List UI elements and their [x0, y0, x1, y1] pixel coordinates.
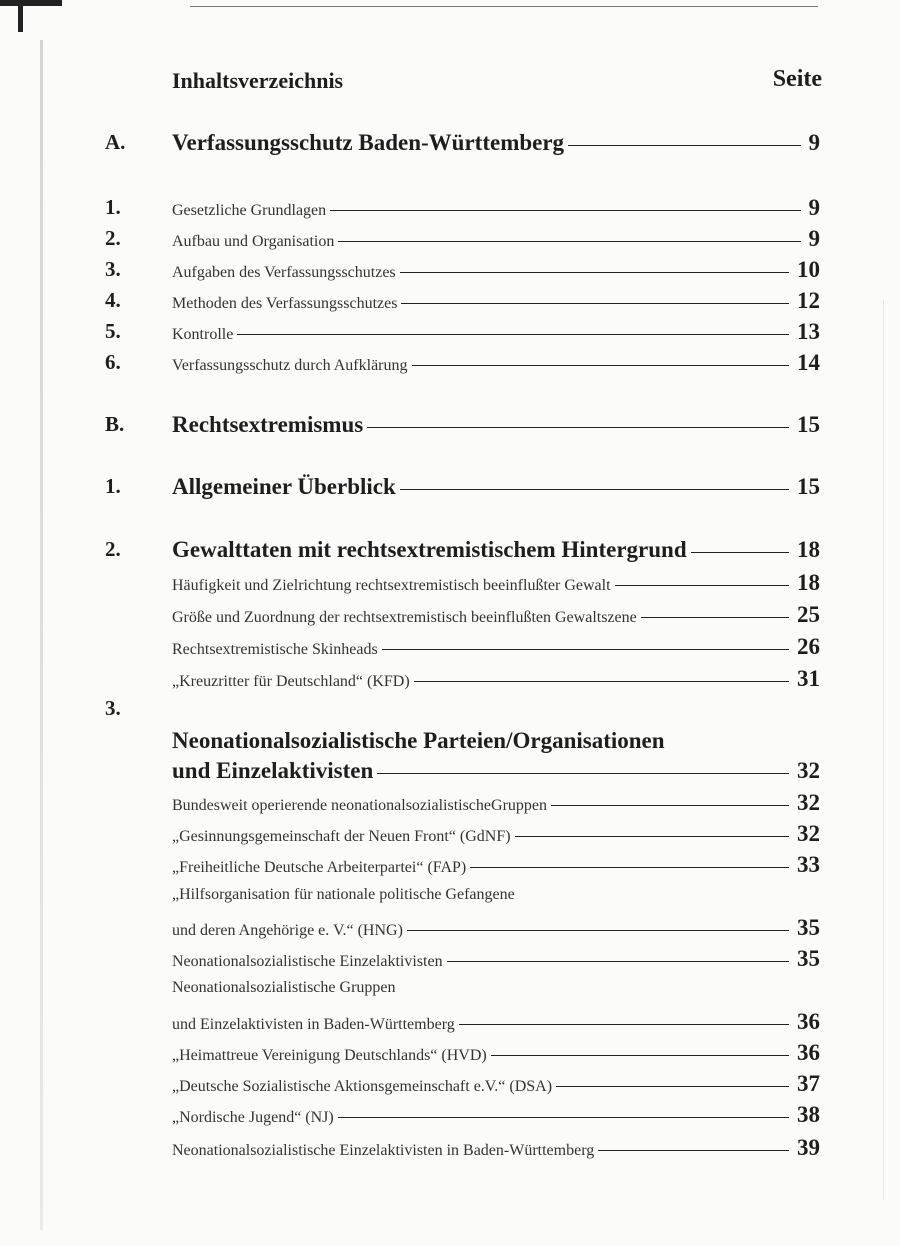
entry-page: 12 [797, 288, 820, 313]
leader-line [515, 836, 789, 837]
toc-entry[interactable] [172, 570, 820, 596]
entry-page: 35 [797, 915, 820, 940]
leader-line [459, 1024, 789, 1025]
toc-entry[interactable] [172, 1135, 820, 1161]
entry-title: und Einzelaktivisten [172, 758, 374, 783]
leader-line [367, 427, 789, 428]
entry-text: Verfassungsschutz durch Aufklärung [172, 357, 408, 374]
entry-text: Kontrolle [172, 326, 234, 343]
entry-text: Rechtsextremistische Skinheads [172, 641, 378, 658]
entry-text: Methoden des Verfassungsschutzes [172, 295, 398, 312]
toc-entry[interactable] [172, 790, 820, 816]
entry-text: Neonationalsozialistische Einzelaktivisten [172, 953, 443, 970]
leader-line [598, 1150, 789, 1151]
entry-text: und Einzelaktivisten in Baden-Württemberg [172, 1016, 455, 1033]
leader-line [551, 805, 789, 806]
entry-text: und deren Angehörige e. V.“ (HNG) [172, 922, 403, 939]
leader-line [641, 617, 789, 618]
toc-entry[interactable] [172, 758, 820, 784]
entry-page: 32 [797, 790, 820, 815]
scan-corner-mark [0, 0, 62, 36]
entry-page: 32 [797, 821, 820, 846]
toc-title: Inhaltsverzeichnis [172, 68, 344, 93]
section-number: 2. [105, 537, 121, 561]
toc-entry[interactable] [172, 474, 820, 500]
entry-text: „Kreuzritter für Deutschland“ (KFD) [172, 673, 410, 690]
entry-text-continued: Neonationalsozialistische Gruppen [172, 979, 396, 996]
entry-title: Gewalttaten mit rechtsextremistischem Hintergrund [172, 537, 687, 562]
toc-entry[interactable] [172, 288, 820, 314]
entry-title: Rechtsextremismus [172, 412, 364, 437]
leader-line [470, 867, 789, 868]
leader-line [407, 930, 789, 931]
toc-header [172, 66, 822, 100]
entry-text: Bundesweit operierende neonationalsozialistischeGruppen [172, 797, 547, 814]
entry-page: 32 [797, 758, 820, 783]
entry-text: „Nordische Jugend“ (NJ) [172, 1109, 334, 1126]
entry-text: Neonationalsozialistische Einzelaktivisten in Baden-Württemberg [172, 1142, 595, 1159]
toc-entry[interactable] [172, 319, 820, 345]
entry-text: „Freiheitliche Deutsche Arbeiterpartei“ (FAP) [172, 859, 467, 876]
leader-line [382, 649, 789, 650]
item-number: 2. [105, 226, 121, 250]
item-number: 4. [105, 288, 121, 312]
leader-line [377, 773, 789, 774]
section-number: A. [105, 130, 126, 154]
entry-page: 36 [797, 1040, 820, 1065]
scan-left-edge [40, 40, 43, 1230]
entry-text-continued: „Hilfsorganisation für nationale politische Gefangene [172, 886, 515, 903]
entry-text: Aufgaben des Verfassungsschutzes [172, 264, 396, 281]
entry-page: 38 [797, 1102, 820, 1127]
toc-entry[interactable] [172, 821, 820, 847]
entry-text: Gesetzliche Grundlagen [172, 202, 327, 219]
entry-text: „Deutsche Sozialistische Aktionsgemeinschaft e.V.“ (DSA) [172, 1078, 553, 1095]
leader-line [491, 1055, 789, 1056]
toc-entry[interactable] [172, 412, 820, 438]
toc-entry[interactable] [172, 1071, 820, 1097]
entry-text: „Gesinnungsgemeinschaft der Neuen Front“ (GdNF) [172, 828, 511, 845]
leader-line [330, 210, 800, 211]
toc-entry[interactable] [172, 1102, 820, 1128]
entry-page: 9 [808, 195, 820, 220]
leader-line [401, 303, 789, 304]
item-number: 3. [105, 257, 121, 281]
entry-page: 15 [797, 412, 820, 437]
entry-title: Allgemeiner Überblick [172, 474, 396, 499]
toc-entry[interactable] [172, 350, 820, 376]
entry-page: 10 [797, 257, 820, 282]
entry-text: Aufbau und Organisation [172, 233, 335, 250]
entry-page: 18 [797, 570, 820, 595]
toc-entry[interactable] [172, 130, 820, 156]
entry-title: Verfassungsschutz Baden-Württemberg [172, 130, 565, 155]
item-number: 5. [105, 319, 121, 343]
entry-page: 9 [808, 226, 820, 251]
toc-entry[interactable] [172, 666, 820, 692]
leader-line [568, 145, 800, 146]
toc-entry[interactable] [172, 602, 820, 628]
toc-entry[interactable] [172, 852, 820, 878]
leader-line [556, 1086, 789, 1087]
scan-right-edge [883, 300, 884, 1200]
leader-line [412, 365, 790, 366]
leader-line [615, 585, 789, 586]
leader-line [237, 334, 789, 335]
toc-entry[interactable] [172, 226, 820, 252]
entry-page: 37 [797, 1071, 820, 1096]
entry-page: 35 [797, 946, 820, 971]
leader-line [400, 272, 789, 273]
page-column-label: Seite [772, 66, 822, 92]
toc-entry[interactable] [172, 915, 820, 941]
leader-line [338, 241, 800, 242]
entry-page: 13 [797, 319, 820, 344]
entry-page: 15 [797, 474, 820, 499]
toc-entry[interactable] [172, 1040, 820, 1066]
leader-line [414, 681, 789, 682]
entry-text: Häufigkeit und Zielrichtung rechtsextremistisch beeinflußter Gewalt [172, 577, 611, 594]
entry-text: Größe und Zuordnung der rechtsextremistisch beeinflußten Gewaltszene [172, 609, 637, 626]
leader-line [400, 489, 789, 490]
toc-entry[interactable] [172, 537, 820, 563]
entry-page: 9 [808, 130, 820, 155]
entry-page: 31 [797, 666, 820, 691]
leader-line [338, 1117, 789, 1118]
leader-line [691, 552, 789, 553]
item-number: 6. [105, 350, 121, 374]
entry-page: 33 [797, 852, 820, 877]
entry-text: „Heimattreue Vereinigung Deutschlands“ (HVD) [172, 1047, 487, 1064]
scan-top-rule [190, 6, 818, 7]
item-number: 1. [105, 195, 121, 219]
entry-page: 25 [797, 602, 820, 627]
toc-entry[interactable] [172, 634, 820, 660]
entry-page: 26 [797, 634, 820, 659]
toc-entry[interactable] [172, 1009, 820, 1035]
leader-line [447, 961, 789, 962]
toc-entry[interactable] [172, 946, 820, 972]
section-number: B. [105, 412, 125, 436]
toc-entry[interactable] [172, 195, 820, 221]
entry-page: 18 [797, 537, 820, 562]
entry-page: 14 [797, 350, 820, 375]
toc-entry[interactable] [172, 257, 820, 283]
section-number: 1. [105, 474, 121, 498]
section-number: 3. [105, 696, 121, 720]
entry-page: 36 [797, 1009, 820, 1034]
section-b3-title-line1: Neonationalsozialistische Parteien/Organisationen [172, 728, 665, 753]
entry-page: 39 [797, 1135, 820, 1160]
